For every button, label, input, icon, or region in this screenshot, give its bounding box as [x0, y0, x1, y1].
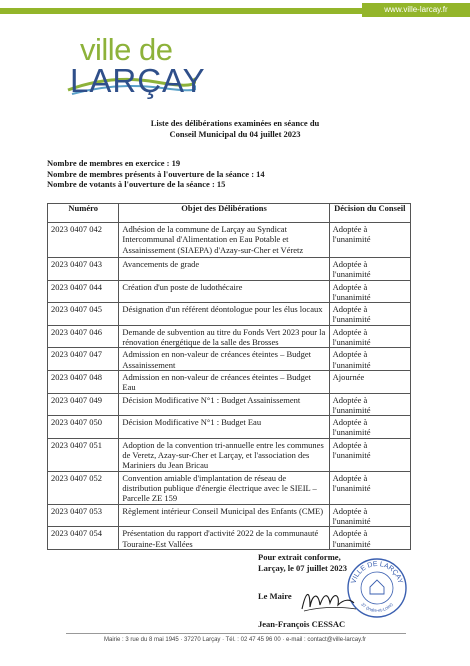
column-header-objet: Objet des Délibérations	[119, 204, 329, 223]
mayor-name: Jean-François CESSAC	[258, 619, 346, 629]
website-url[interactable]: www.ville-larcay.fr	[362, 3, 470, 17]
row-decision: Adoptée à l'unanimité	[329, 416, 410, 439]
table-row	[48, 303, 411, 326]
row-number: 2023 0407 048	[48, 370, 119, 393]
footer-address: Mairie : 3 rue du 8 mai 1945 · 37270 Larçay · Tél. : 02 47 45 96 00 · e-mail : contact@ville-larcay.fr	[104, 637, 366, 643]
row-number: 2023 0407 047	[48, 348, 119, 371]
row-decision: Adoptée à l'unanimité	[329, 504, 410, 527]
row-number: 2023 0407 050	[48, 416, 119, 439]
members-count: Nombre de membres en exercice : 19	[47, 158, 181, 168]
row-object: Avancements de grade	[119, 258, 329, 281]
row-decision: Ajournée	[329, 370, 410, 393]
table-row	[48, 325, 411, 348]
row-object: Adoption de la convention tri-annuelle entre les communes de Veretz, Azay-sur-Cher et Larçay, et l'association des Mariniers du Jean Bricau	[119, 438, 329, 471]
row-object: Adhésion de la commune de Larçay au Syndicat Intercommunal d'Alimentation en Eau Potable et Assainissement (SIAEPA) d'Azay-sur-Cher et Véretz	[119, 223, 329, 258]
attendance-stats	[47, 158, 265, 190]
row-number: 2023 0407 051	[48, 438, 119, 471]
row-number: 2023 0407 053	[48, 504, 119, 527]
row-object: Convention amiable d'implantation de réseau de distribution publique d'énergie électrique avec le SIEIL – Parcelle ZE 159	[119, 471, 329, 504]
footer-divider	[66, 633, 406, 634]
table-row	[48, 223, 411, 258]
row-decision: Adoptée à l'unanimité	[329, 348, 410, 371]
row-number: 2023 0407 045	[48, 303, 119, 326]
title-line-2: Conseil Municipal du 04 juillet 2023	[169, 129, 301, 139]
row-object: Règlement intérieur Conseil Municipal des Enfants (CME)	[119, 504, 329, 527]
town-logo	[66, 32, 206, 112]
deliberations-table	[47, 203, 411, 550]
row-number: 2023 0407 054	[48, 527, 119, 550]
row-decision: Adoptée à l'unanimité	[329, 223, 410, 258]
certification-block	[258, 552, 347, 574]
mayor-signature-icon	[298, 585, 358, 615]
present-count: Nombre de membres présents à l'ouverture de la séance : 14	[47, 168, 265, 179]
row-number: 2023 0407 044	[48, 280, 119, 303]
row-object: Admission en non-valeur de créances éteintes – Budget Eau	[119, 370, 329, 393]
row-decision: Adoptée à l'unanimité	[329, 280, 410, 303]
certification-date: Larçay, le 07 juillet 2023	[258, 563, 348, 573]
table-row	[48, 527, 411, 550]
row-decision: Adoptée à l'unanimité	[329, 438, 410, 471]
row-number: 2023 0407 042	[48, 223, 119, 258]
row-number: 2023 0407 043	[48, 258, 119, 281]
green-banner-bar	[0, 8, 362, 14]
row-number: 2023 0407 052	[48, 471, 119, 504]
document-title	[0, 118, 470, 140]
row-number: 2023 0407 046	[48, 325, 119, 348]
title-line-1: Liste des délibérations examinées en séance du	[150, 118, 320, 128]
row-decision: Adoptée à l'unanimité	[329, 258, 410, 281]
row-decision: Adoptée à l'unanimité	[329, 471, 410, 504]
logo-line-1: ville de	[80, 32, 173, 67]
table-row	[48, 370, 411, 393]
table-row	[48, 416, 411, 439]
svg-text:VILLE DE LARÇAY: VILLE DE LARÇAY	[350, 560, 404, 585]
row-decision: Adoptée à l'unanimité	[329, 393, 410, 416]
logo-line-2: LARÇAY	[70, 62, 206, 99]
row-decision: Adoptée à l'unanimité	[329, 303, 410, 326]
row-decision: Adoptée à l'unanimité	[329, 325, 410, 348]
table-row	[48, 280, 411, 303]
row-object: Admission en non-valeur de créances éteintes – Budget Assainissement	[119, 348, 329, 371]
table-row	[48, 471, 411, 504]
row-decision: Adoptée à l'unanimité	[329, 527, 410, 550]
certification-text: Pour extrait conforme,	[258, 552, 341, 562]
table-header-row	[48, 204, 411, 223]
table-row	[48, 438, 411, 471]
row-object: Désignation d'un référent déontologue pour les élus locaux	[119, 303, 329, 326]
row-object: Présentation du rapport d'activité 2022 de la communauté Touraine-Est Vallées	[119, 527, 329, 550]
row-object: Demande de subvention au titre du Fonds Vert 2023 pour la rénovation énergétique de la salle des Brosses	[119, 325, 329, 348]
table-row	[48, 348, 411, 371]
table-row	[48, 258, 411, 281]
voters-count: Nombre de votants à l'ouverture de la séance : 15	[47, 179, 226, 189]
top-banner	[0, 0, 470, 20]
mayor-role: Le Maire	[258, 591, 292, 601]
table-row	[48, 393, 411, 416]
row-object: Décision Modificative N°1 : Budget Assainissement	[119, 393, 329, 416]
column-header-numero: Numéro	[48, 204, 119, 223]
column-header-decision: Décision du Conseil	[329, 204, 410, 223]
row-object: Décision Modificative N°1 : Budget Eau	[119, 416, 329, 439]
svg-text:37 (Indre-et-Loire): 37 (Indre-et-Loire)	[360, 601, 394, 614]
row-object: Création d'un poste de ludothécaire	[119, 280, 329, 303]
row-number: 2023 0407 049	[48, 393, 119, 416]
table-row	[48, 504, 411, 527]
